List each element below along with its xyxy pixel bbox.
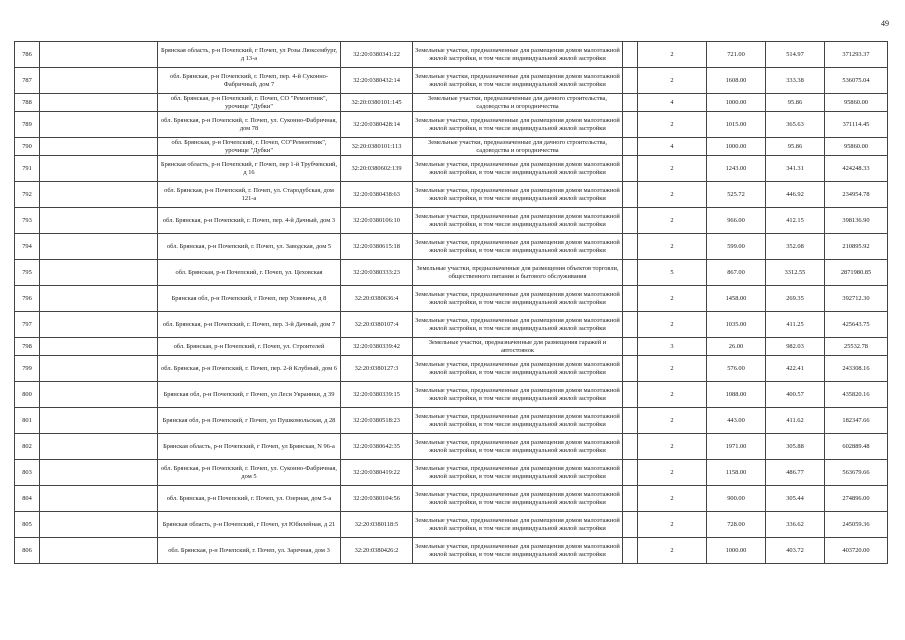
- row-number: 796: [15, 286, 40, 312]
- specific-value: 422.41: [766, 356, 825, 382]
- use-group: 2: [638, 486, 707, 512]
- cadastral-value: 371293.37: [825, 42, 888, 68]
- blank-cell: [40, 486, 158, 512]
- cadastral-number: 32:20:0380106:10: [341, 208, 413, 234]
- cadastral-value: 95860.00: [825, 94, 888, 112]
- area: 525.72: [707, 182, 766, 208]
- address: Брянская обл, р-н Почепский, г Почеп, ул Леси Украинки, д 39: [158, 382, 341, 408]
- blank-cell: [40, 68, 158, 94]
- table-row: [15, 260, 888, 286]
- blank-cell: [623, 382, 638, 408]
- use-group: 4: [638, 138, 707, 156]
- address: обл. Брянская, р-н Почепский, г. Почеп, ул. Цеховская: [158, 260, 341, 286]
- table-row: [15, 182, 888, 208]
- land-use-type: Земельные участки, предназначенные для размещения домов малоэтажной жилой застройки, в том числе индивидуальной жилой застройки: [413, 156, 623, 182]
- blank-cell: [623, 94, 638, 112]
- cadastral-value: 425643.75: [825, 312, 888, 338]
- row-number: 786: [15, 42, 40, 68]
- cadastral-number: 32:20:0380101:145: [341, 94, 413, 112]
- table-row: [15, 408, 888, 434]
- cadastral-value: 435820.16: [825, 382, 888, 408]
- specific-value: 514.97: [766, 42, 825, 68]
- use-group: 2: [638, 156, 707, 182]
- address: Брянская область, р-н Почепский, г Почеп, ул Брянская, N 96-а: [158, 434, 341, 460]
- cadastral-number: 32:20:0380428:14: [341, 112, 413, 138]
- row-number: 791: [15, 156, 40, 182]
- land-use-type: Земельные участки, предназначенные для размещения домов малоэтажной жилой застройки, в том числе индивидуальной жилой застройки: [413, 208, 623, 234]
- blank-cell: [40, 512, 158, 538]
- blank-cell: [623, 156, 638, 182]
- row-number: 787: [15, 68, 40, 94]
- blank-cell: [40, 408, 158, 434]
- blank-cell: [40, 434, 158, 460]
- blank-cell: [40, 356, 158, 382]
- blank-cell: [40, 460, 158, 486]
- cadastral-number: 32:20:0380419:22: [341, 460, 413, 486]
- area: 1000.00: [707, 138, 766, 156]
- land-use-type: Земельные участки, предназначенные для размещения домов малоэтажной жилой застройки, в том числе индивидуальной жилой застройки: [413, 182, 623, 208]
- table-row: [15, 112, 888, 138]
- specific-value: 305.88: [766, 434, 825, 460]
- specific-value: 3312.55: [766, 260, 825, 286]
- specific-value: 305.44: [766, 486, 825, 512]
- blank-cell: [623, 486, 638, 512]
- table-row: [15, 234, 888, 260]
- blank-cell: [623, 434, 638, 460]
- area: 576.00: [707, 356, 766, 382]
- page-number: 49: [881, 19, 889, 28]
- cadastral-number: 32:20:0380438:63: [341, 182, 413, 208]
- area: 966.00: [707, 208, 766, 234]
- use-group: 2: [638, 312, 707, 338]
- cadastral-number: 32:20:0380341:22: [341, 42, 413, 68]
- use-group: 2: [638, 460, 707, 486]
- address: обл. Брянская, р-н Почепский, г. Почеп, ул. Суконно-Фабричная, дом 78: [158, 112, 341, 138]
- blank-cell: [623, 356, 638, 382]
- blank-cell: [623, 42, 638, 68]
- cadastral-number: 32:20:0380615:18: [341, 234, 413, 260]
- row-number: 803: [15, 460, 40, 486]
- cadastral-value: 403720.00: [825, 538, 888, 564]
- cadastral-value: 274896.00: [825, 486, 888, 512]
- cadastral-number: 32:20:0380426:2: [341, 538, 413, 564]
- cadastral-number: 32:20:0380127:3: [341, 356, 413, 382]
- address: обл. Брянская, р-н Почепский, г. Почеп, пер. 3-й Дачный, дом 7: [158, 312, 341, 338]
- cadastral-value: 392712.30: [825, 286, 888, 312]
- area: 1608.00: [707, 68, 766, 94]
- blank-cell: [40, 260, 158, 286]
- specific-value: 269.35: [766, 286, 825, 312]
- blank-cell: [40, 338, 158, 356]
- cadastral-value: 602889.48: [825, 434, 888, 460]
- specific-value: 333.38: [766, 68, 825, 94]
- cadastral-number: 32:20:0380432:14: [341, 68, 413, 94]
- table-row: [15, 208, 888, 234]
- address: Брянская область, р-н Почепский, г Почеп, ул Юбилейная, д 21: [158, 512, 341, 538]
- table-row: [15, 94, 888, 112]
- blank-cell: [623, 338, 638, 356]
- cadastral-number: 32:20:0380104:56: [341, 486, 413, 512]
- blank-cell: [623, 208, 638, 234]
- land-registry-table: [14, 41, 888, 564]
- cadastral-value: 371114.45: [825, 112, 888, 138]
- use-group: 2: [638, 434, 707, 460]
- use-group: 3: [638, 338, 707, 356]
- table-row: [15, 486, 888, 512]
- use-group: 2: [638, 42, 707, 68]
- use-group: 2: [638, 234, 707, 260]
- cadastral-value: 398136.90: [825, 208, 888, 234]
- use-group: 2: [638, 382, 707, 408]
- table-row: [15, 538, 888, 564]
- land-use-type: Земельные участки, предназначенные для дачного строительства, садоводства и огородничества: [413, 138, 623, 156]
- area: 1458.00: [707, 286, 766, 312]
- area: 1243.00: [707, 156, 766, 182]
- land-use-type: Земельные участки, предназначенные для размещения домов малоэтажной жилой застройки, в том числе индивидуальной жилой застройки: [413, 112, 623, 138]
- specific-value: 403.72: [766, 538, 825, 564]
- row-number: 806: [15, 538, 40, 564]
- specific-value: 411.62: [766, 408, 825, 434]
- cadastral-value: 245059.36: [825, 512, 888, 538]
- address: Брянская обл, р-н Почепский, г Почеп, ул Пушкомольская, д 28: [158, 408, 341, 434]
- row-number: 794: [15, 234, 40, 260]
- specific-value: 336.62: [766, 512, 825, 538]
- land-use-type: Земельные участки, предназначенные для размещения домов малоэтажной жилой застройки, в том числе индивидуальной жилой застройки: [413, 312, 623, 338]
- area: 1088.00: [707, 382, 766, 408]
- specific-value: 486.77: [766, 460, 825, 486]
- cadastral-number: 32:20:0380339:15: [341, 382, 413, 408]
- blank-cell: [623, 538, 638, 564]
- use-group: 2: [638, 538, 707, 564]
- blank-cell: [623, 138, 638, 156]
- area: 728.00: [707, 512, 766, 538]
- land-use-type: Земельные участки, предназначенные для размещения домов малоэтажной жилой застройки, в том числе индивидуальной жилой застройки: [413, 356, 623, 382]
- cadastral-value: 424248.33: [825, 156, 888, 182]
- land-use-type: Земельные участки, предназначенные для размещения домов малоэтажной жилой застройки, в том числе индивидуальной жилой застройки: [413, 42, 623, 68]
- row-number: 801: [15, 408, 40, 434]
- table-row: [15, 460, 888, 486]
- land-use-type: Земельные участки, предназначенные для размещения домов малоэтажной жилой застройки, в том числе индивидуальной жилой застройки: [413, 434, 623, 460]
- blank-cell: [623, 234, 638, 260]
- land-use-type: Земельные участки, предназначенные для размещения объектов торговли, общественного питания и бытового обслуживания: [413, 260, 623, 286]
- blank-cell: [40, 538, 158, 564]
- land-use-type: Земельные участки, предназначенные для размещения домов малоэтажной жилой застройки, в том числе индивидуальной жилой застройки: [413, 408, 623, 434]
- table-row: [15, 356, 888, 382]
- address: обл. Брянская, р-н Почепский, г. Почеп, ул. Стародубская, дом 121-а: [158, 182, 341, 208]
- cadastral-number: 32:20:0380518:23: [341, 408, 413, 434]
- cadastral-number: 32:20:0380636:4: [341, 286, 413, 312]
- specific-value: 95.86: [766, 138, 825, 156]
- area: 1035.00: [707, 312, 766, 338]
- land-use-type: Земельные участки, предназначенные для размещения домов малоэтажной жилой застройки, в том числе индивидуальной жилой застройки: [413, 286, 623, 312]
- use-group: 2: [638, 512, 707, 538]
- address: обл. Брянская, р-н Почепский, г. Почеп, ул. Заводская, дом 5: [158, 234, 341, 260]
- blank-cell: [40, 382, 158, 408]
- specific-value: 446.92: [766, 182, 825, 208]
- specific-value: 411.25: [766, 312, 825, 338]
- use-group: 2: [638, 112, 707, 138]
- blank-cell: [40, 112, 158, 138]
- blank-cell: [623, 312, 638, 338]
- area: 721.00: [707, 42, 766, 68]
- blank-cell: [40, 42, 158, 68]
- cadastral-number: 32:20:0380602:139: [341, 156, 413, 182]
- row-number: 793: [15, 208, 40, 234]
- table-row: [15, 338, 888, 356]
- blank-cell: [40, 208, 158, 234]
- address: обл. Брянская, р-н Почепский, г. Почеп, ул. Озерная, дом 5-а: [158, 486, 341, 512]
- address: обл. Брянская, р-н Почепский, г. Почеп, ул. Суконно-Фабричная, дом 5: [158, 460, 341, 486]
- specific-value: 95.86: [766, 94, 825, 112]
- address: обл. Брянская, р-н Почепский, г. Почеп, СО "Ремонтник", урочище "Дубки": [158, 94, 341, 112]
- row-number: 799: [15, 356, 40, 382]
- blank-cell: [623, 408, 638, 434]
- address: обл. Брянская, р-н Почепский, г. Почеп, ул. Строителей: [158, 338, 341, 356]
- address: обл. Брянская, р-н Почепский, г. Почеп, пер. 2-й Клубный, дом 6: [158, 356, 341, 382]
- land-use-type: Земельные участки, предназначенные для размещения гаражей и автостоянок: [413, 338, 623, 356]
- land-use-type: Земельные участки, предназначенные для размещения домов малоэтажной жилой застройки, в том числе индивидуальной жилой застройки: [413, 68, 623, 94]
- address: Брянская обл, р-н Почепский, г Почеп, пер Усиевича, д 8: [158, 286, 341, 312]
- area: 867.00: [707, 260, 766, 286]
- cadastral-number: 32:20:0380101:113: [341, 138, 413, 156]
- land-use-type: Земельные участки, предназначенные для размещения домов малоэтажной жилой застройки, в том числе индивидуальной жилой застройки: [413, 460, 623, 486]
- specific-value: 400.57: [766, 382, 825, 408]
- specific-value: 352.08: [766, 234, 825, 260]
- area: 443.00: [707, 408, 766, 434]
- cadastral-value: 95860.00: [825, 138, 888, 156]
- blank-cell: [623, 68, 638, 94]
- blank-cell: [40, 182, 158, 208]
- land-use-type: Земельные участки, предназначенные для размещения домов малоэтажной жилой застройки, в том числе индивидуальной жилой застройки: [413, 538, 623, 564]
- blank-cell: [40, 286, 158, 312]
- specific-value: 412.15: [766, 208, 825, 234]
- row-number: 788: [15, 94, 40, 112]
- row-number: 790: [15, 138, 40, 156]
- use-group: 2: [638, 356, 707, 382]
- cadastral-number: 32:20:0380118:5: [341, 512, 413, 538]
- area: 1015.00: [707, 112, 766, 138]
- blank-cell: [623, 260, 638, 286]
- row-number: 805: [15, 512, 40, 538]
- area: 1000.00: [707, 538, 766, 564]
- address: Брянская область, р-н Почепский, г Почеп, ул Розы Люксембург, д 13-а: [158, 42, 341, 68]
- blank-cell: [40, 138, 158, 156]
- table-row: [15, 382, 888, 408]
- table-row: [15, 512, 888, 538]
- cadastral-value: 182347.66: [825, 408, 888, 434]
- area: 26.00: [707, 338, 766, 356]
- cadastral-value: 243308.16: [825, 356, 888, 382]
- row-number: 792: [15, 182, 40, 208]
- table-row: [15, 434, 888, 460]
- cadastral-value: 536075.04: [825, 68, 888, 94]
- area: 1000.00: [707, 94, 766, 112]
- specific-value: 365.63: [766, 112, 825, 138]
- land-use-type: Земельные участки, предназначенные для дачного строительства, садоводства и огородничества: [413, 94, 623, 112]
- table-row: [15, 42, 888, 68]
- table-row: [15, 156, 888, 182]
- cadastral-value: 234954.78: [825, 182, 888, 208]
- table-row: [15, 312, 888, 338]
- blank-cell: [40, 312, 158, 338]
- land-use-type: Земельные участки, предназначенные для размещения домов малоэтажной жилой застройки, в том числе индивидуальной жилой застройки: [413, 486, 623, 512]
- use-group: 2: [638, 286, 707, 312]
- area: 1158.00: [707, 460, 766, 486]
- specific-value: 341.31: [766, 156, 825, 182]
- blank-cell: [623, 112, 638, 138]
- cadastral-value: 25532.78: [825, 338, 888, 356]
- table-row: [15, 286, 888, 312]
- cadastral-value: 210895.92: [825, 234, 888, 260]
- address: обл. Брянская, р-н Почепский, г. Почеп, пер. 4-й Суконно-Фабричный, дом 7: [158, 68, 341, 94]
- row-number: 795: [15, 260, 40, 286]
- cadastral-number: 32:20:0380642:35: [341, 434, 413, 460]
- blank-cell: [40, 234, 158, 260]
- address: обл. Брянская, р-н Почепский, г. Почеп, пер. 4-й Дачный, дом 3: [158, 208, 341, 234]
- blank-cell: [40, 94, 158, 112]
- area: 900.00: [707, 486, 766, 512]
- use-group: 2: [638, 408, 707, 434]
- cadastral-value: 563679.66: [825, 460, 888, 486]
- use-group: 2: [638, 68, 707, 94]
- land-use-type: Земельные участки, предназначенные для размещения домов малоэтажной жилой застройки, в том числе индивидуальной жилой застройки: [413, 512, 623, 538]
- row-number: 789: [15, 112, 40, 138]
- row-number: 804: [15, 486, 40, 512]
- blank-cell: [623, 512, 638, 538]
- use-group: 4: [638, 94, 707, 112]
- area: 1971.00: [707, 434, 766, 460]
- blank-cell: [623, 182, 638, 208]
- address: Брянская область, р-н Почепский, г Почеп, пер 1-й Трубчевский, д 16: [158, 156, 341, 182]
- address: обл. Брянская, р-н Почепский, г. Почеп, ул. Заречная, дом 3: [158, 538, 341, 564]
- area: 599.00: [707, 234, 766, 260]
- row-number: 797: [15, 312, 40, 338]
- row-number: 800: [15, 382, 40, 408]
- row-number: 802: [15, 434, 40, 460]
- use-group: 5: [638, 260, 707, 286]
- use-group: 2: [638, 182, 707, 208]
- blank-cell: [623, 460, 638, 486]
- specific-value: 982.03: [766, 338, 825, 356]
- use-group: 2: [638, 208, 707, 234]
- table-row: [15, 138, 888, 156]
- cadastral-number: 32:20:0380107:4: [341, 312, 413, 338]
- land-use-type: Земельные участки, предназначенные для размещения домов малоэтажной жилой застройки, в том числе индивидуальной жилой застройки: [413, 382, 623, 408]
- table-row: [15, 68, 888, 94]
- address: обл. Брянская, р-н Почепский, г. Почеп, СО"Ремонтник", урочище "Дубки": [158, 138, 341, 156]
- row-number: 798: [15, 338, 40, 356]
- land-use-type: Земельные участки, предназначенные для размещения домов малоэтажной жилой застройки, в том числе индивидуальной жилой застройки: [413, 234, 623, 260]
- cadastral-number: 32:20:0380333:23: [341, 260, 413, 286]
- cadastral-number: 32:20:0380339:42: [341, 338, 413, 356]
- cadastral-value: 2871980.85: [825, 260, 888, 286]
- blank-cell: [40, 156, 158, 182]
- blank-cell: [623, 286, 638, 312]
